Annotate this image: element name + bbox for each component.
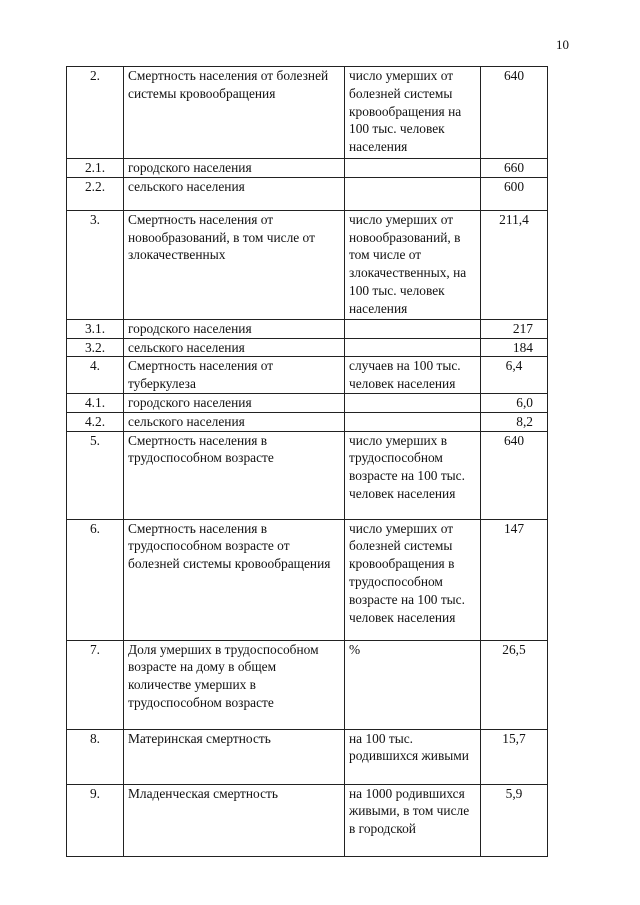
indicator-unit [345, 319, 481, 338]
indicator-name: сельского населения [124, 338, 345, 357]
row-number: 3. [67, 210, 124, 319]
indicator-name: Смертность населения в трудоспособном возрасте [124, 431, 345, 519]
table-row [67, 431, 548, 519]
table-row [67, 159, 548, 178]
indicator-name: Младенческая смертность [124, 784, 345, 856]
indicator-name: Смертность населения от болезней системы кровообращения [124, 67, 345, 159]
table-row [67, 784, 548, 856]
indicator-unit [345, 159, 481, 178]
row-number: 8. [67, 729, 124, 784]
table-row [67, 412, 548, 431]
table-row [67, 210, 548, 319]
indicator-name: Доля умерших в трудоспособном возрасте на дому в общем количестве умерших в трудоспособном возрасте [124, 640, 345, 729]
row-number: 4.2. [67, 412, 124, 431]
indicator-value: 8,2 [481, 412, 548, 431]
table-row [67, 338, 548, 357]
row-number: 5. [67, 431, 124, 519]
row-number: 3.2. [67, 338, 124, 357]
indicators-table [66, 66, 548, 857]
indicator-value: 6,0 [481, 393, 548, 412]
indicator-value: 15,7 [481, 729, 548, 784]
indicator-value: 600 [481, 177, 548, 210]
row-number: 3.1. [67, 319, 124, 338]
indicator-unit [345, 412, 481, 431]
page-number: 10 [556, 37, 569, 52]
indicator-name: городского населения [124, 159, 345, 178]
indicator-unit [345, 338, 481, 357]
table-row [67, 357, 548, 394]
indicator-value: 640 [481, 431, 548, 519]
indicator-name: городского населения [124, 393, 345, 412]
table-row [67, 393, 548, 412]
row-number: 7. [67, 640, 124, 729]
indicator-name: сельского населения [124, 177, 345, 210]
indicator-unit [345, 177, 481, 210]
table-row [67, 640, 548, 729]
indicator-unit: % [345, 640, 481, 729]
indicator-name: Смертность населения от новообразований, в том числе от злокачественных [124, 210, 345, 319]
indicator-value: 147 [481, 519, 548, 640]
table-row [67, 729, 548, 784]
indicator-unit: число умерших от болезней системы кровообращения на 100 тыс. человек населения [345, 67, 481, 159]
indicator-name: сельского населения [124, 412, 345, 431]
row-number: 2.1. [67, 159, 124, 178]
row-number: 4. [67, 357, 124, 394]
indicator-unit: случаев на 100 тыс. человек населения [345, 357, 481, 394]
table-row [67, 519, 548, 640]
indicator-value: 5,9 [481, 784, 548, 856]
table-row [67, 67, 548, 159]
row-number: 6. [67, 519, 124, 640]
row-number: 4.1. [67, 393, 124, 412]
indicator-name: городского населения [124, 319, 345, 338]
indicator-unit [345, 393, 481, 412]
indicator-unit: число умерших в трудоспособном возрасте на 100 тыс. человек населения [345, 431, 481, 519]
row-number: 9. [67, 784, 124, 856]
row-number: 2. [67, 67, 124, 159]
indicator-unit: на 1000 родившихся живыми, в том числе в городской [345, 784, 481, 856]
table-row [67, 177, 548, 210]
indicator-value: 26,5 [481, 640, 548, 729]
row-number: 2.2. [67, 177, 124, 210]
indicator-name: Материнская смертность [124, 729, 345, 784]
indicator-name: Смертность населения от туберкулеза [124, 357, 345, 394]
indicator-unit: число умерших от новообразований, в том числе от злокачественных, на 100 тыс. человек населения [345, 210, 481, 319]
indicator-value: 640 [481, 67, 548, 159]
indicator-unit: число умерших от болезней системы кровообращения в трудоспособном возрасте на 100 тыс. человек населения [345, 519, 481, 640]
table-row [67, 319, 548, 338]
indicator-name: Смертность населения в трудоспособном возрасте от болезней системы кровообращения [124, 519, 345, 640]
indicator-value: 211,4 [481, 210, 548, 319]
indicator-value: 217 [481, 319, 548, 338]
indicator-value: 660 [481, 159, 548, 178]
indicator-value: 6,4 [481, 357, 548, 394]
indicator-value: 184 [481, 338, 548, 357]
indicator-unit: на 100 тыс. родившихся живыми [345, 729, 481, 784]
